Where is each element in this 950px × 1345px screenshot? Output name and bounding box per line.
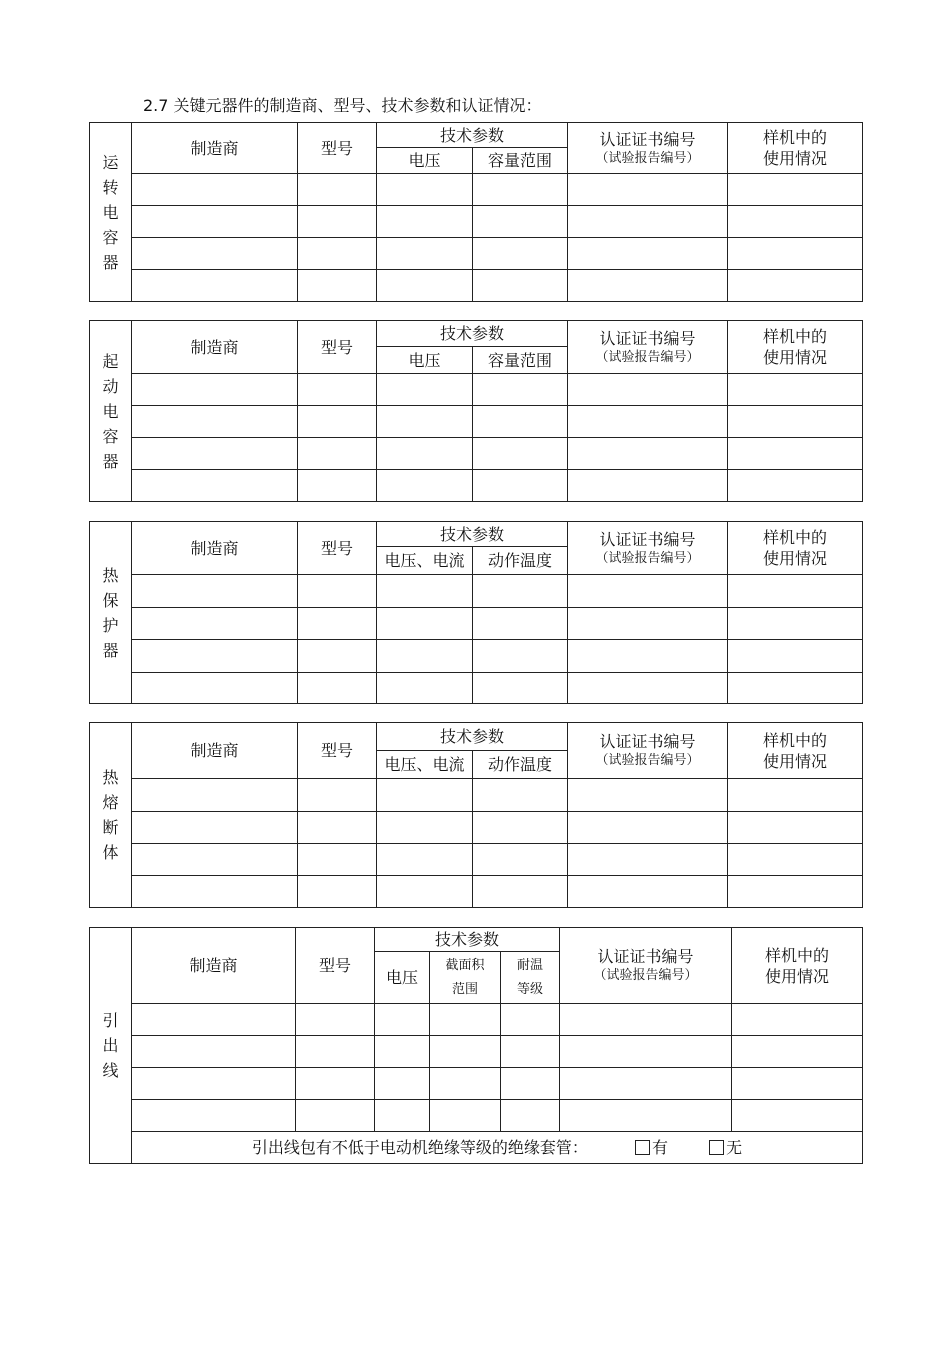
start-capacitor-table [89,320,863,502]
model-header: 型号 [298,123,377,174]
option-no[interactable] [709,1137,742,1158]
lead-wire-table [89,927,863,1164]
row-label-cell [90,723,132,908]
option-yes-label: 有 [651,1138,668,1157]
table-row [90,1004,863,1036]
usage-header: 样机中的 使用情况 [732,928,863,1004]
usage-header: 样机中的 使用情况 [728,123,863,174]
table-row [90,1100,863,1132]
row-label-cell [90,522,132,704]
run-capacitor-table [89,122,863,302]
table-row [90,1036,863,1068]
param-header-voltage: 电压 [375,952,430,1004]
param-header-operating-temp: 动作温度 [473,547,568,575]
tech-params-header: 技术参数 [377,522,568,547]
tech-params-header: 技术参数 [377,123,568,148]
row-label-cell [90,928,132,1164]
param-header-voltage-current: 电压、电流 [377,751,473,779]
thermal-protector-table [89,521,863,704]
param-header-capacity: 容量范围 [473,148,568,174]
param-header-voltage: 电压 [377,148,473,174]
table-row [90,406,863,438]
table-row [90,876,863,908]
table-row [90,1068,863,1100]
insulation-sleeve-question: 引出线包有不低于电动机绝缘等级的绝缘套管： [251,1138,588,1157]
table-row [90,374,863,406]
table-row [90,470,863,502]
cert-header: 认证证书编号 （试验报告编号） [568,123,728,174]
component-label: 热熔断体 [102,768,119,862]
tech-params-header: 技术参数 [375,928,560,952]
table-row [90,206,863,238]
model-header: 型号 [298,522,377,575]
param-header-cross-section: 截面积 范围 [430,952,501,1004]
usage-header: 样机中的 使用情况 [728,522,863,575]
table-row [90,238,863,270]
checkbox-icon[interactable] [635,1140,650,1155]
param-header-capacity: 容量范围 [473,347,568,374]
component-label: 运转电容器 [102,152,119,272]
model-header: 型号 [296,928,375,1004]
thermal-fuse-table [89,722,863,908]
table-row [90,640,863,673]
table-row [90,174,863,206]
row-label-cell [90,123,132,302]
model-header: 型号 [298,321,377,374]
component-label: 起动电容器 [102,351,119,471]
manufacturer-header: 制造商 [132,123,298,174]
table-row [90,812,863,844]
component-label: 热保护器 [102,565,119,660]
param-header-temp-class: 耐温 等级 [501,952,560,1004]
table-row [90,673,863,704]
model-header: 型号 [298,723,377,779]
table-row [90,779,863,812]
checkbox-icon[interactable] [709,1140,724,1155]
table-row [90,844,863,876]
component-label: 引出线 [102,1011,119,1080]
param-header-voltage: 电压 [377,347,473,374]
tech-params-header: 技术参数 [377,723,568,751]
cert-header: 认证证书编号 （试验报告编号） [568,723,728,779]
insulation-sleeve-row [132,1132,863,1164]
manufacturer-header: 制造商 [132,321,298,374]
option-yes[interactable] [635,1137,668,1158]
manufacturer-header: 制造商 [132,723,298,779]
row-label-cell [90,321,132,502]
table-row [90,608,863,640]
tech-params-header: 技术参数 [377,321,568,347]
manufacturer-header: 制造商 [132,928,296,1004]
param-header-voltage-current: 电压、电流 [377,547,473,575]
table-row [90,270,863,302]
table-row [90,575,863,608]
table-row [90,438,863,470]
cert-header: 认证证书编号 （试验报告编号） [568,522,728,575]
manufacturer-header: 制造商 [132,522,298,575]
option-no-label: 无 [726,1138,743,1157]
cert-header: 认证证书编号 （试验报告编号） [560,928,732,1004]
section-heading: 2.7 关键元器件的制造商、型号、技术参数和认证情况： [143,96,542,115]
usage-header: 样机中的 使用情况 [728,321,863,374]
cert-header: 认证证书编号 （试验报告编号） [568,321,728,374]
param-header-operating-temp: 动作温度 [473,751,568,779]
usage-header: 样机中的 使用情况 [728,723,863,779]
